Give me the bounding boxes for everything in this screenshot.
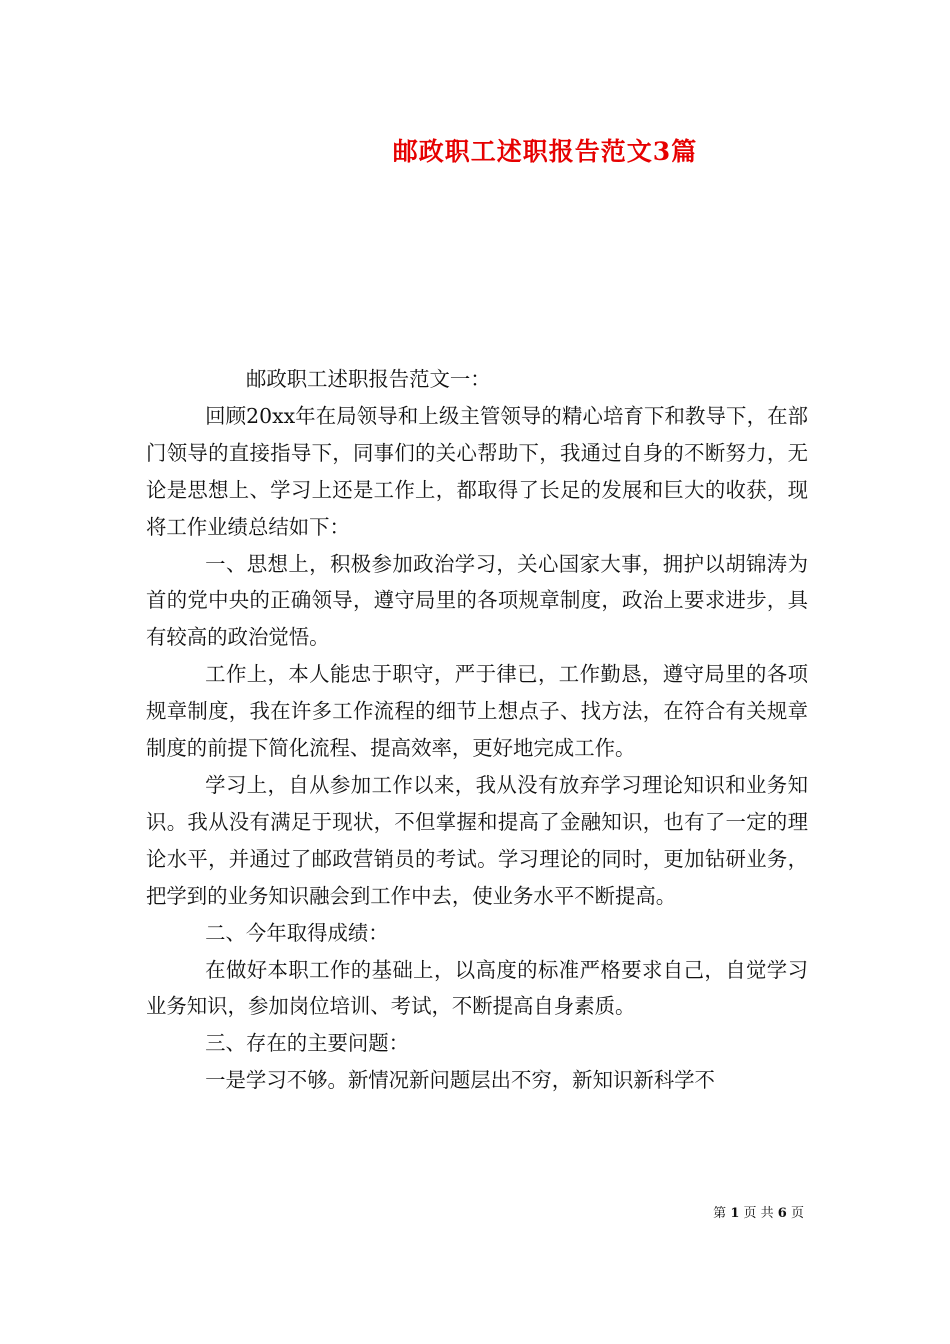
footer-suffix: 页 [790,1206,804,1221]
page-footer [713,1206,804,1222]
paragraph-intro: 回顾20xx年在局领导和上级主管领导的精心培育下和教导下，在部门领导的直接指导下，同事们的关心帮助下，我通过自身的不断努力，无论是思想上、学习上还是工作上，都取得了长足的发展和巨大的收获，现将工作业绩总结如下： [146,403,808,539]
paragraph-achievements: 在做好本职工作的基础上，以高度的标准严格要求自己，自觉学习业务知识，参加岗位培训、考试，不断提高自身素质。 [146,957,808,1019]
footer-current-page: 1 [730,1206,740,1221]
section-label: 邮政职工述职报告范文一： [246,367,491,391]
page-title-text: 邮政职工述职报告范文3篇 [392,137,698,166]
footer-middle: 页 共 [743,1206,774,1221]
paragraph-study: 学习上，自从参加工作以来，我从没有放弃学习理论知识和业务知识。我从没有满足于现状，不但掌握和提高了金融知识，也有了一定的理论水平，并通过了邮政营销员的考试。学习理论的同时，更加钻研业务，把学到的业务知识融会到工作中去，使业务水平不断提高。 [146,772,808,908]
page-title [0,136,950,168]
paragraph-problems: 一是学习不够。新情况新问题层出不穷，新知识新科学不 [205,1068,715,1093]
document-body [146,361,808,1099]
paragraph-work: 工作上，本人能忠于职守，严于律已，工作勤恳，遵守局里的各项规章制度，我在许多工作流程的细节上想点子、找方法，在符合有关规章制度的前提下简化流程、提高效率，更好地完成工作。 [146,662,808,761]
paragraph-achievements-heading: 二、今年取得成绩： [205,920,389,945]
paragraph-problems-heading: 三、存在的主要问题： [205,1031,410,1056]
paragraph-thought: 一、思想上，积极参加政治学习，关心国家大事，拥护以胡锦涛为首的党中央的正确领导，遵守局里的各项规章制度，政治上要求进步，具有较高的政治觉悟。 [146,551,808,650]
footer-total-pages: 6 [777,1206,787,1221]
footer-prefix: 第 [713,1206,727,1221]
